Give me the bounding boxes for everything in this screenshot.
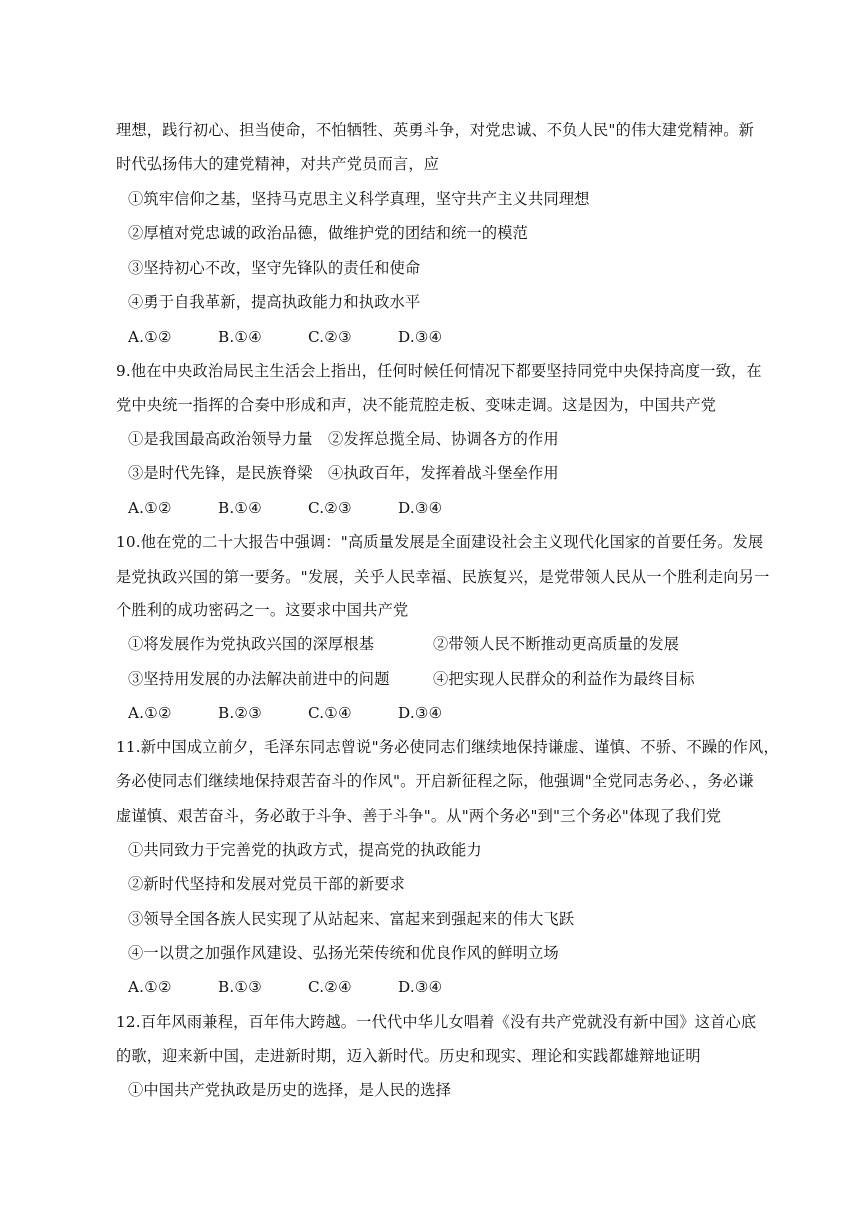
q9-option-a: A.①② (128, 499, 172, 517)
q10-item-3: ③坚持用发展的办法解决前进中的问题 (128, 670, 390, 688)
q8-item-1: ①筑牢信仰之基，坚持马克思主义科学真理，坚守共产主义共同理想 (128, 190, 590, 208)
q9-item-4: ④执政百年，发挥着战斗堡垒作用 (328, 464, 559, 482)
q10-stem-line-2: 是党执政兴国的第一要务。"发展，关乎人民幸福、民族复兴，是党带领人民从一个胜利走向另一 (116, 568, 770, 586)
q11-item-3: ③领导全国各族人民实现了从站起来、富起来到强起来的伟大飞跃 (128, 910, 575, 928)
q9-option-d: D.③④ (398, 499, 443, 517)
q9-option-b: B.①④ (218, 499, 263, 517)
q11-item-1: ①共同致力于完善党的执政方式，提高党的执政能力 (128, 841, 482, 859)
q9-stem-line-2: 党中央统一指挥的合奏中形成和声，决不能荒腔走板、变味走调。这是因为，中国共产党 (116, 396, 717, 414)
q9-items-row-1 (128, 429, 559, 449)
q9-options (128, 498, 443, 518)
q11-item-4: ④一以贯之加强作风建设、弘扬光荣传统和优良作风的鲜明立场 (128, 944, 559, 962)
q11-stem-line-1: 11.新中国成立前夕，毛泽东同志曾说"务必使同志们继续地保持谦虚、谨慎、不骄、不躁的作风， (116, 738, 779, 756)
q10-items-row-1 (128, 634, 679, 654)
q9-item-2: ②发挥总揽全局、协调各方的作用 (328, 430, 559, 448)
q9-items-row-2 (128, 463, 559, 483)
q12-stem-line-1: 12.百年风雨兼程，百年伟大跨越。一代代中华儿女唱着《没有共产党就没有新中国》这首心底 (116, 1013, 757, 1031)
q8-option-b: B.①④ (218, 328, 263, 346)
q10-option-c: C.①④ (308, 704, 352, 722)
q11-item-2: ②新时代坚持和发展对党员干部的新要求 (128, 875, 405, 893)
q8-item-3: ③坚持初心不改，坚守先锋队的责任和使命 (128, 259, 421, 277)
q10-item-1: ①将发展作为党执政兴国的深厚根基 (128, 635, 375, 653)
q11-stem-line-2: 务必使同志们继续地保持艰苦奋斗的作风"。开启新征程之际，他强调"全党同志务必、，务必谦 (116, 772, 754, 790)
q11-stem-line-3: 虚谨慎、艰苦奋斗，务必敢于斗争、善于斗争"。从"两个务必"到"三个务必"体现了我们党 (116, 807, 722, 825)
q9-option-c: C.②③ (308, 499, 352, 517)
q12-stem-line-2: 的歌，迎来新中国，走进新时期，迈入新时代。历史和现实、理论和实践都雄辩地证明 (116, 1047, 701, 1065)
q10-option-b: B.②③ (218, 704, 263, 722)
q11-option-c: C.②④ (308, 978, 352, 996)
q10-items-row-2 (128, 669, 695, 689)
q10-stem-line-1: 10.他在党的二十大报告中强调："高质量发展是全面建设社会主义现代化国家的首要任务。发展 (116, 533, 764, 551)
q10-option-d: D.③④ (398, 704, 443, 722)
q8-item-4: ④勇于自我革新，提高执政能力和执政水平 (128, 293, 421, 311)
q10-option-a: A.①② (128, 704, 172, 722)
q11-option-d: D.③④ (398, 978, 443, 996)
q8-option-d: D.③④ (398, 328, 443, 346)
q8-stem-line-2: 时代弘扬伟大的建党精神，对共产党员而言，应 (116, 155, 440, 173)
q10-item-4: ④把实现人民群众的利益作为最终目标 (433, 670, 695, 688)
q10-options (128, 703, 443, 723)
q9-stem-line-1: 9.他在中央政治局民主生活会上指出，任何时候任何情况下都要坚持同党中央保持高度一致，在 (116, 362, 762, 380)
q10-item-2: ②带领人民不断推动更高质量的发展 (433, 635, 680, 653)
q10-stem-line-3: 个胜利的成功密码之一。这要求中国共产党 (116, 601, 409, 619)
q12-item-1: ①中国共产党执政是历史的选择，是人民的选择 (128, 1081, 452, 1099)
q9-item-1: ①是我国最高政治领导力量 (128, 430, 313, 448)
q11-option-a: A.①② (128, 978, 172, 996)
q8-option-a: A.①② (128, 328, 172, 346)
q8-item-2: ②厚植对党忠诚的政治品德，做维护党的团结和统一的模范 (128, 224, 529, 242)
q11-options (128, 977, 443, 997)
q8-stem-line-1: 理想，践行初心、担当使命，不怕牺牲、英勇斗争，对党忠诚、不负人民"的伟大建党精神。新 (116, 121, 755, 139)
q11-option-b: B.①③ (218, 978, 263, 996)
q8-option-c: C.②③ (308, 328, 352, 346)
q9-item-3: ③是时代先锋，是民族脊梁 (128, 464, 313, 482)
q8-options (128, 327, 443, 347)
